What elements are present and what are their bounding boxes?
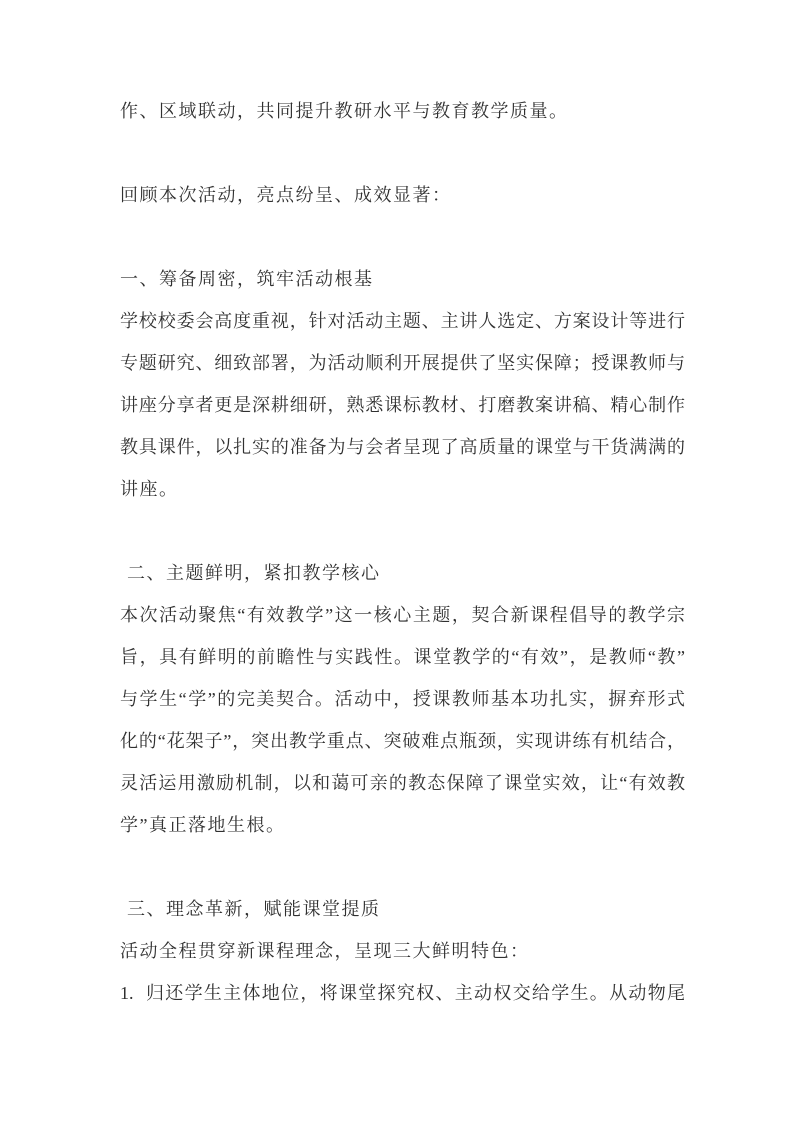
document-body: [120, 90, 685, 1014]
text-line: 与学生“学”的完美契合。活动中，授课教师基本功扎实，摒弃形式: [120, 689, 685, 709]
text-line: 讲座。: [120, 479, 179, 499]
section-heading: 二、主题鲜明，紧扣教学核心: [127, 563, 381, 583]
list-item-text: 归还学生主体地位，将课堂探究权、主动权交给学生。从动物尾: [146, 983, 685, 1003]
text-line: 专题研究、细致部署，为活动顺利开展提供了坚实保障；授课教师与: [120, 353, 685, 373]
blank-line: [120, 132, 685, 174]
section-heading: 一、筹备周密，筑牢活动根基: [120, 269, 374, 289]
text-line: 学校校委会高度重视，针对活动主题、主讲人选定、方案设计等进行: [120, 311, 685, 331]
blank-line: [120, 216, 685, 258]
text-line: 作、区域联动，共同提升教研水平与教育教学质量。: [120, 101, 569, 121]
list-number: 1.: [120, 983, 134, 1003]
blank-line: [120, 846, 685, 888]
numbered-list-item: [120, 972, 685, 1014]
text-line: 回顾本次活动，亮点纷呈、成效显著：: [120, 185, 452, 205]
text-line: 本次活动聚焦“有效教学”这一核心主题，契合新课程倡导的教学宗: [120, 605, 685, 625]
text-line: 学”真正落地生根。: [120, 815, 286, 835]
text-line: 旨，具有鲜明的前瞻性与实践性。课堂教学的“有效”，是教师“教”: [120, 647, 685, 667]
text-line: 教具课件，以扎实的准备为与会者呈现了高质量的课堂与干货满满的: [120, 437, 685, 457]
text-line: 讲座分享者更是深耕细研，熟悉课标教材、打磨教案讲稿、精心制作: [120, 395, 685, 415]
text-line: 灵活运用激励机制，以和蔼可亲的教态保障了课堂实效，让“有效教: [120, 773, 685, 793]
blank-line: [120, 510, 685, 552]
section-heading: 三、理念革新，赋能课堂提质: [127, 899, 381, 919]
text-line: 化的“花架子”，突出教学重点、突破难点瓶颈，实现讲练有机结合，: [120, 731, 685, 751]
text-line: 活动全程贯穿新课程理念，呈现三大鲜明特色：: [120, 941, 530, 961]
